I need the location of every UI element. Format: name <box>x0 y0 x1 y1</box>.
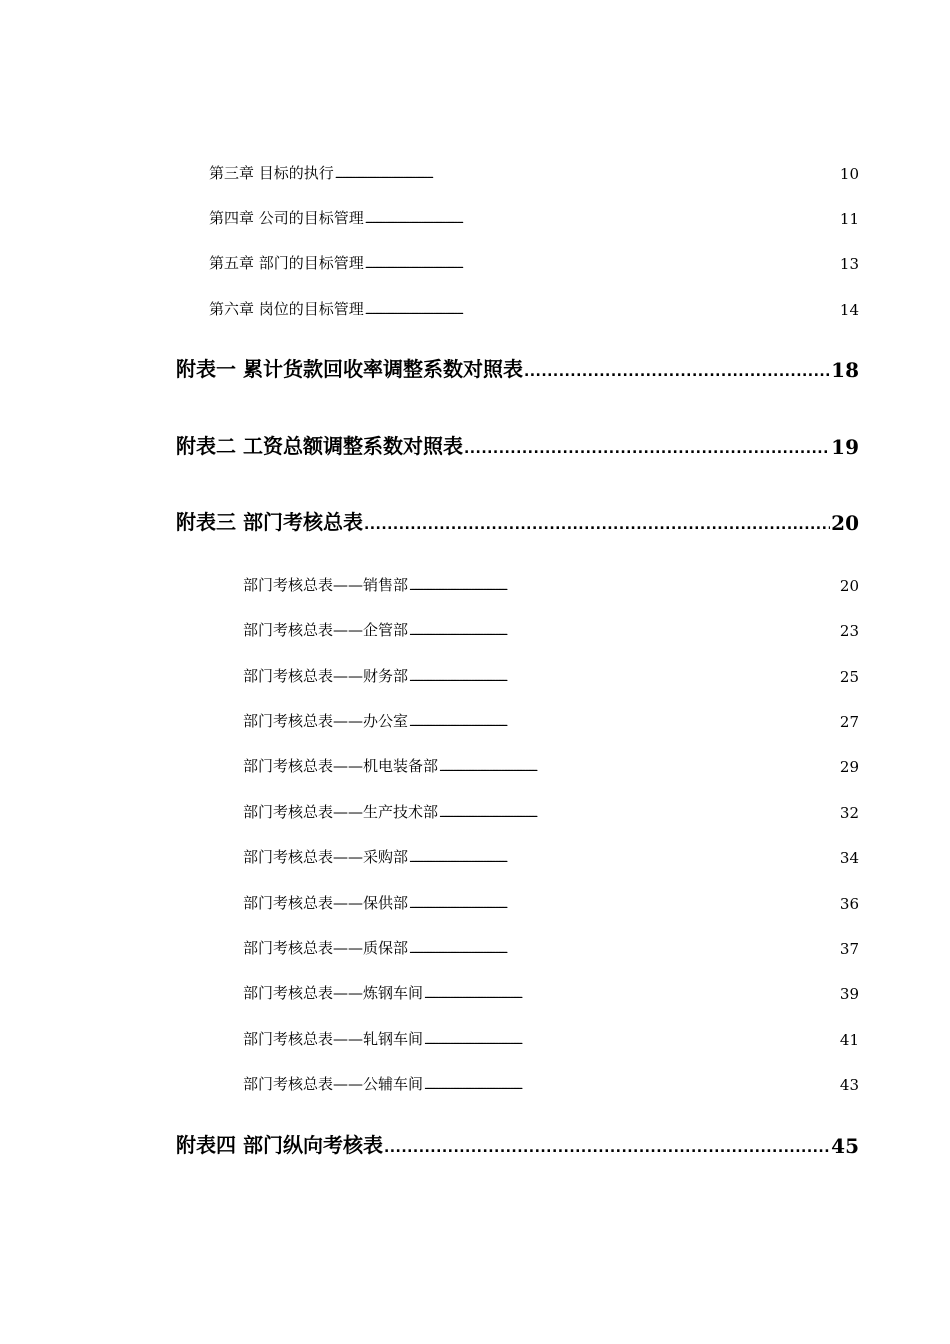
toc-dot-leader <box>409 853 839 867</box>
toc-entry-dept-production[interactable] <box>243 802 859 822</box>
toc-dot-leader <box>409 581 839 595</box>
toc-page-number: 20 <box>839 577 859 595</box>
toc-entry-chapter-6[interactable] <box>209 299 859 319</box>
toc-entry-appendix-2[interactable] <box>176 431 859 459</box>
toc-entry-appendix-3[interactable] <box>176 507 859 535</box>
toc-page-number: 34 <box>839 849 859 867</box>
toc-page-number: 20 <box>831 511 859 535</box>
toc-dot-leader <box>384 1138 830 1158</box>
toc-dot-leader <box>439 808 839 822</box>
toc-entry-dept-rolling[interactable] <box>243 1029 859 1049</box>
toc-page-number: 23 <box>839 622 859 640</box>
toc-dot-leader <box>365 214 839 228</box>
toc-dot-leader <box>409 672 839 686</box>
toc-entry-title: 部门考核总表——企管部 <box>243 621 409 639</box>
toc-entry-dept-sales[interactable] <box>243 575 859 595</box>
toc-page-number: 37 <box>839 940 859 958</box>
toc-dot-leader <box>364 515 830 535</box>
toc-entry-title: 第四章 公司的目标管理 <box>209 209 364 227</box>
toc-page-number: 43 <box>839 1076 859 1094</box>
toc-entry-title: 部门考核总表——炼钢车间 <box>243 984 424 1002</box>
toc-dot-leader <box>424 989 839 1003</box>
toc-entry-appendix-4[interactable] <box>176 1130 859 1158</box>
toc-dot-leader <box>439 762 839 776</box>
toc-entry-title: 第五章 部门的目标管理 <box>209 254 364 272</box>
toc-dot-leader <box>409 944 839 958</box>
toc-entry-chapter-5[interactable] <box>209 253 859 273</box>
toc-dot-leader <box>365 259 839 273</box>
toc-entry-dept-office[interactable] <box>243 711 859 731</box>
toc-page-number: 45 <box>831 1134 859 1158</box>
toc-entry-title: 第六章 岗位的目标管理 <box>209 300 364 318</box>
toc-page-number: 18 <box>831 358 859 382</box>
toc-entry-chapter-3[interactable] <box>209 163 859 183</box>
toc-page-number: 29 <box>839 758 859 776</box>
toc-page-number: 32 <box>839 804 859 822</box>
toc-entry-dept-quality[interactable] <box>243 938 859 958</box>
toc-entry-title: 第三章 目标的执行 <box>209 164 334 182</box>
toc-page-number: 11 <box>839 210 859 228</box>
toc-page-number: 13 <box>839 255 859 273</box>
toc-page-number: 14 <box>839 301 859 319</box>
toc-entry-title: 部门考核总表——生产技术部 <box>243 803 439 821</box>
toc-dot-leader <box>409 626 839 640</box>
toc-entry-chapter-4[interactable] <box>209 208 859 228</box>
toc-entry-dept-utilities[interactable] <box>243 1074 859 1094</box>
toc-dot-leader <box>464 439 830 459</box>
toc-page-number: 25 <box>839 668 859 686</box>
toc-entry-appendix-1[interactable] <box>176 354 859 382</box>
toc-entry-title: 部门考核总表——轧钢车间 <box>243 1030 424 1048</box>
toc-page-number: 10 <box>839 165 859 183</box>
toc-dot-leader <box>424 1080 839 1094</box>
toc-dot-leader <box>365 305 839 319</box>
toc-entry-title: 部门考核总表——保供部 <box>243 894 409 912</box>
toc-entry-title: 部门考核总表——公辅车间 <box>243 1075 424 1093</box>
toc-entry-title: 部门考核总表——采购部 <box>243 848 409 866</box>
toc-page-number: 41 <box>839 1031 859 1049</box>
toc-page-number: 39 <box>839 985 859 1003</box>
toc-dot-leader <box>335 169 839 183</box>
toc-entry-dept-steelmaking[interactable] <box>243 983 859 1003</box>
toc-dot-leader <box>424 1035 839 1049</box>
toc-entry-dept-finance[interactable] <box>243 666 859 686</box>
toc-entry-dept-purchasing[interactable] <box>243 847 859 867</box>
toc-entry-dept-management[interactable] <box>243 620 859 640</box>
toc-entry-title: 附表二 工资总额调整系数对照表 <box>176 434 463 458</box>
toc-entry-dept-supply[interactable] <box>243 893 859 913</box>
toc-entry-title: 部门考核总表——办公室 <box>243 712 409 730</box>
toc-page-number: 27 <box>839 713 859 731</box>
toc-dot-leader <box>409 899 839 913</box>
toc-entry-title: 部门考核总表——销售部 <box>243 576 409 594</box>
toc-dot-leader <box>524 362 830 382</box>
toc-entry-dept-equipment[interactable] <box>243 756 859 776</box>
toc-entry-title: 部门考核总表——质保部 <box>243 939 409 957</box>
toc-entry-title: 附表一 累计货款回收率调整系数对照表 <box>176 357 523 381</box>
toc-dot-leader <box>409 717 839 731</box>
toc-entry-title: 附表四 部门纵向考核表 <box>176 1133 383 1157</box>
toc-entry-title: 部门考核总表——财务部 <box>243 667 409 685</box>
toc-entry-title: 附表三 部门考核总表 <box>176 510 363 534</box>
toc-entry-title: 部门考核总表——机电装备部 <box>243 757 439 775</box>
toc-page-number: 19 <box>831 435 859 459</box>
toc-page-number: 36 <box>839 895 859 913</box>
